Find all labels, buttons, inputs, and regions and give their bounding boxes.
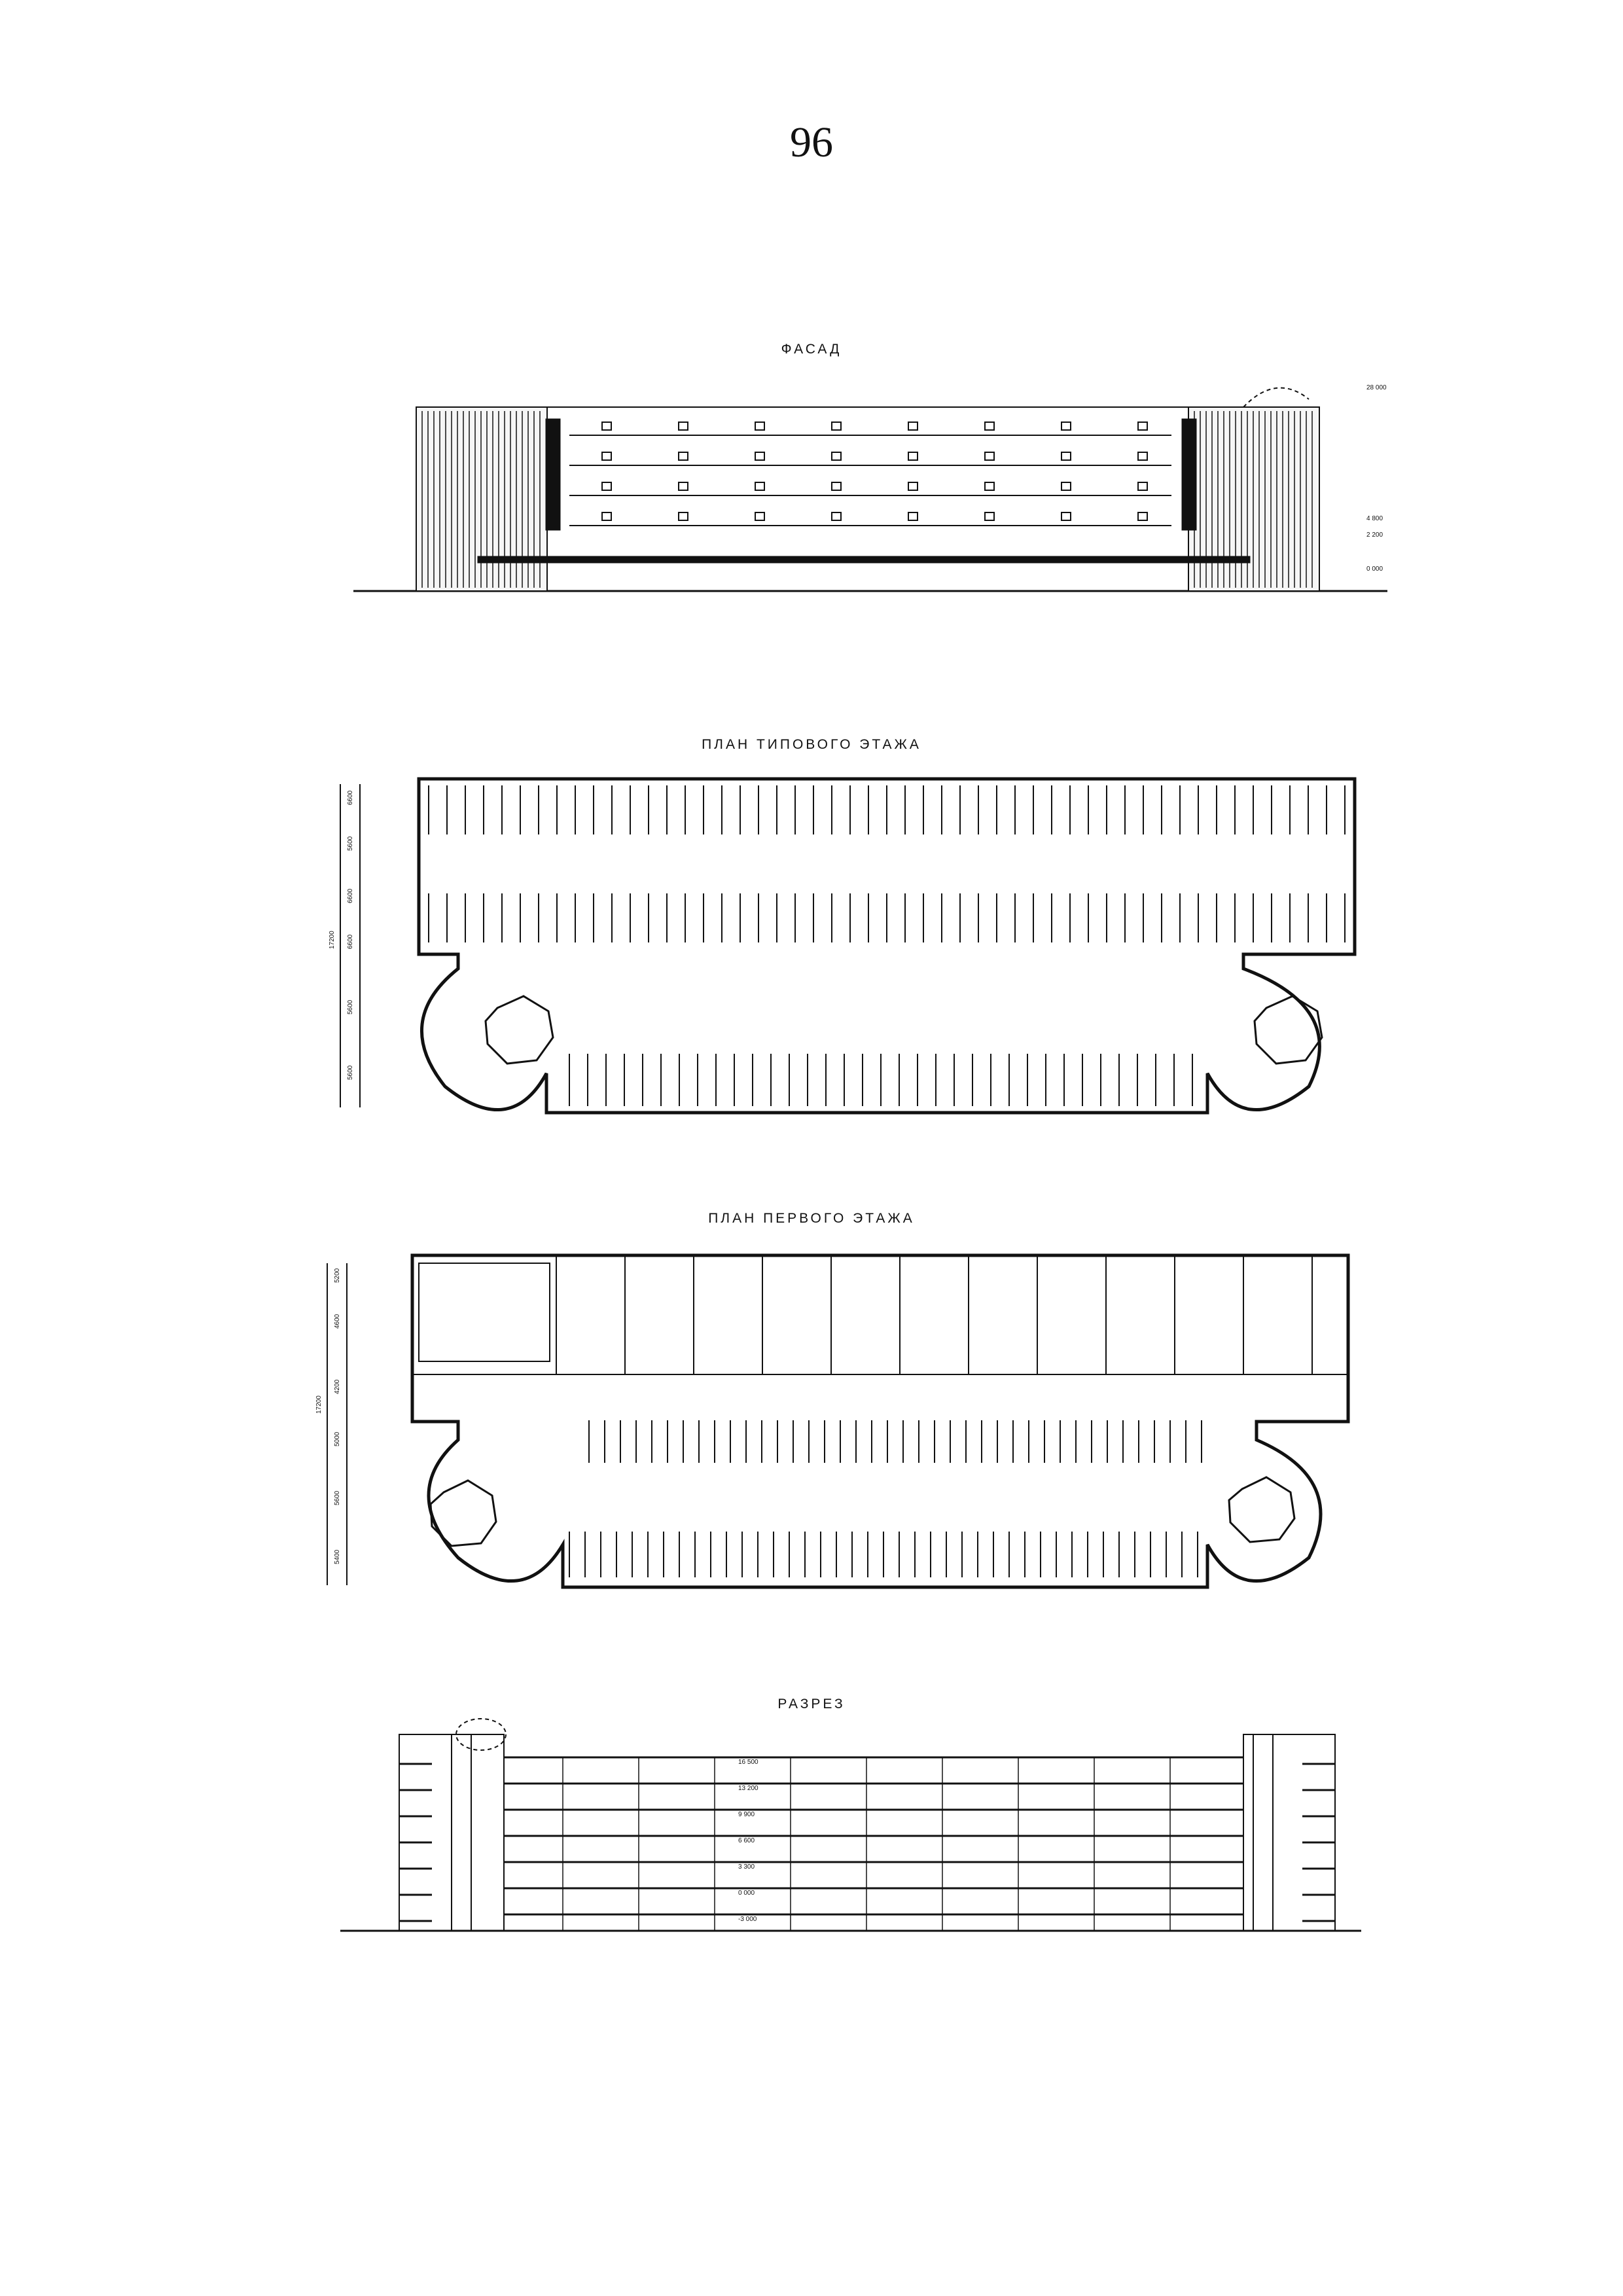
facade-window	[1061, 512, 1071, 520]
facade-window	[832, 452, 841, 460]
ground-dim-label: 5600	[334, 1490, 341, 1505]
facade-window	[679, 422, 688, 430]
facade-window	[755, 452, 764, 460]
facade-window	[602, 422, 611, 430]
section-level-label: 6 600	[738, 1837, 755, 1844]
section-level-label: 0 000	[738, 1890, 755, 1897]
facade-window	[1061, 452, 1071, 460]
facade-window	[679, 482, 688, 490]
facade-window	[908, 512, 918, 520]
facade-title: ФАСАД	[781, 342, 842, 357]
typical-dim-label: 5600	[347, 999, 354, 1014]
ground-dim-label: 4200	[334, 1379, 341, 1394]
facade-level-label: 4 800	[1366, 515, 1383, 522]
typical-dim-label: 6600	[347, 934, 354, 949]
section-level-label: 9 900	[738, 1811, 755, 1818]
ground-dim-label: 5400	[334, 1549, 341, 1564]
typical-dim-label: 17200	[329, 931, 336, 949]
facade-window	[602, 512, 611, 520]
ground-floor-plan-title: ПЛАН ПЕРВОГО ЭТАЖА	[708, 1211, 915, 1226]
facade-level-label: 28 000	[1366, 384, 1387, 391]
facade-drawing	[353, 384, 1387, 591]
facade-window	[985, 452, 994, 460]
facade-window	[832, 512, 841, 520]
typical-dim-label: 6600	[347, 888, 354, 903]
facade-window	[679, 452, 688, 460]
facade-window	[908, 452, 918, 460]
facade-window	[1061, 422, 1071, 430]
section-title: РАЗРЕЗ	[777, 1696, 846, 1712]
facade-window	[679, 512, 688, 520]
facade-window	[832, 422, 841, 430]
facade-window	[985, 512, 994, 520]
section-drawing	[340, 1719, 1361, 1931]
facade-window	[985, 422, 994, 430]
facade-window	[1138, 422, 1147, 430]
ground-floor-plan-drawing	[315, 1255, 1348, 1587]
facade-level-label: 2 200	[1366, 531, 1383, 539]
facade-window	[602, 482, 611, 490]
ground-dim-label: 4600	[334, 1314, 341, 1329]
ground-dim-label: 5000	[334, 1431, 341, 1446]
facade-window	[755, 512, 764, 520]
facade-window	[1138, 512, 1147, 520]
facade-window	[985, 482, 994, 490]
facade-window	[1138, 452, 1147, 460]
facade-window	[908, 422, 918, 430]
facade-level-label: 0 000	[1366, 565, 1383, 573]
facade-window	[755, 482, 764, 490]
section-level-label: 16 500	[738, 1759, 758, 1766]
facade-window	[1061, 482, 1071, 490]
typical-floor-plan-drawing	[329, 779, 1355, 1113]
typical-dim-label: 5600	[347, 836, 354, 851]
section-level-label: 13 200	[738, 1785, 758, 1792]
facade-window	[1138, 482, 1147, 490]
facade-window	[832, 482, 841, 490]
ground-dim-label: 5200	[334, 1268, 341, 1283]
typical-floor-plan-title: ПЛАН ТИПОВОГО ЭТАЖА	[702, 737, 921, 752]
page-number: 96	[790, 118, 833, 166]
facade-window	[602, 452, 611, 460]
facade-window	[755, 422, 764, 430]
room	[419, 1263, 550, 1361]
typical-dim-label: 5600	[347, 1065, 354, 1080]
typical-dim-label: 6600	[347, 790, 354, 805]
section-level-label: -3 000	[738, 1916, 757, 1923]
ground-dim-label: 17200	[315, 1395, 323, 1414]
section-level-label: 3 300	[738, 1863, 755, 1871]
facade-window	[908, 482, 918, 490]
